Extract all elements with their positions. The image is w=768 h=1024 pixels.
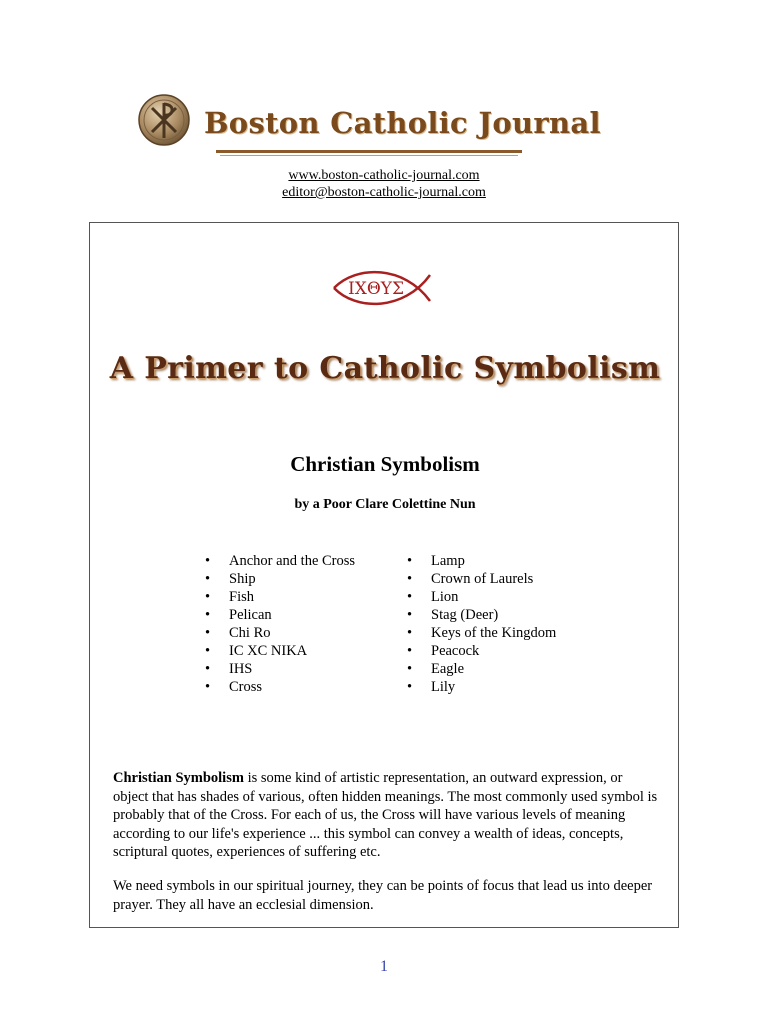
- symbol-list-item: • Keys of the Kingdom: [407, 624, 556, 642]
- symbol-list-item: • Lamp: [407, 552, 556, 570]
- symbol-list-left: [205, 552, 355, 696]
- intro-paragraph: [113, 769, 661, 862]
- symbol-list-item: • Fish: [205, 588, 355, 606]
- symbol-list-item: • Pelican: [205, 606, 355, 624]
- symbol-list-item: • Lily: [407, 678, 556, 696]
- journal-title: Boston Catholic Journal: [204, 106, 601, 140]
- symbol-list-right: [407, 552, 556, 696]
- masthead-rule-thin: [220, 155, 518, 156]
- symbol-list-item: • Eagle: [407, 660, 556, 678]
- page-number: 1: [380, 958, 388, 975]
- symbol-list-item: • Crown of Laurels: [407, 570, 556, 588]
- masthead: [136, 92, 601, 162]
- email-link[interactable]: editor@boston-catholic-journal.com: [282, 185, 486, 200]
- symbol-list-item: • Stag (Deer): [407, 606, 556, 624]
- symbol-list-item: • Chi Ro: [205, 624, 355, 642]
- chi-rho-seal-icon: [138, 94, 190, 146]
- contact-block: [0, 167, 768, 201]
- intro-term: Christian Symbolism: [113, 770, 244, 786]
- symbol-list-item: • Ship: [205, 570, 355, 588]
- symbol-list-item: • Anchor and the Cross: [205, 552, 355, 570]
- primer-title: A Primer to Catholic Symbolism: [109, 351, 661, 386]
- symbol-list-item: • Lion: [407, 588, 556, 606]
- website-link[interactable]: www.boston-catholic-journal.com: [288, 168, 480, 183]
- symbol-list-item: • IC XC NIKA: [205, 642, 355, 660]
- cover-frame: [89, 222, 679, 928]
- intro-text: is some kind of artistic representation, an outward expression, or object that has shades of various, often hidden meanings. The most commonly used symbol is probably that of the Cross. For each of us, the Cross will have various levels of meaning according to our life's experience ... this symbol can convey a wealth of ideas, concepts, scriptural quotes, experiences of suffering etc.: [113, 770, 658, 860]
- masthead-rule: [216, 150, 522, 153]
- symbol-list-item: • Cross: [205, 678, 355, 696]
- article-byline: by a Poor Clare Colettine Nun: [294, 497, 476, 512]
- second-paragraph: We need symbols in our spiritual journey, they can be points of focus that lead us into deeper prayer. They all have an ecclesial dimension.: [113, 878, 653, 913]
- symbol-list-item: • Peacock: [407, 642, 556, 660]
- article-title: Christian Symbolism: [290, 452, 480, 476]
- fish-emblem-text: ΙΧΘΥΣ: [348, 279, 404, 299]
- ichthys-fish-icon: [330, 267, 444, 309]
- symbol-list-item: • IHS: [205, 660, 355, 678]
